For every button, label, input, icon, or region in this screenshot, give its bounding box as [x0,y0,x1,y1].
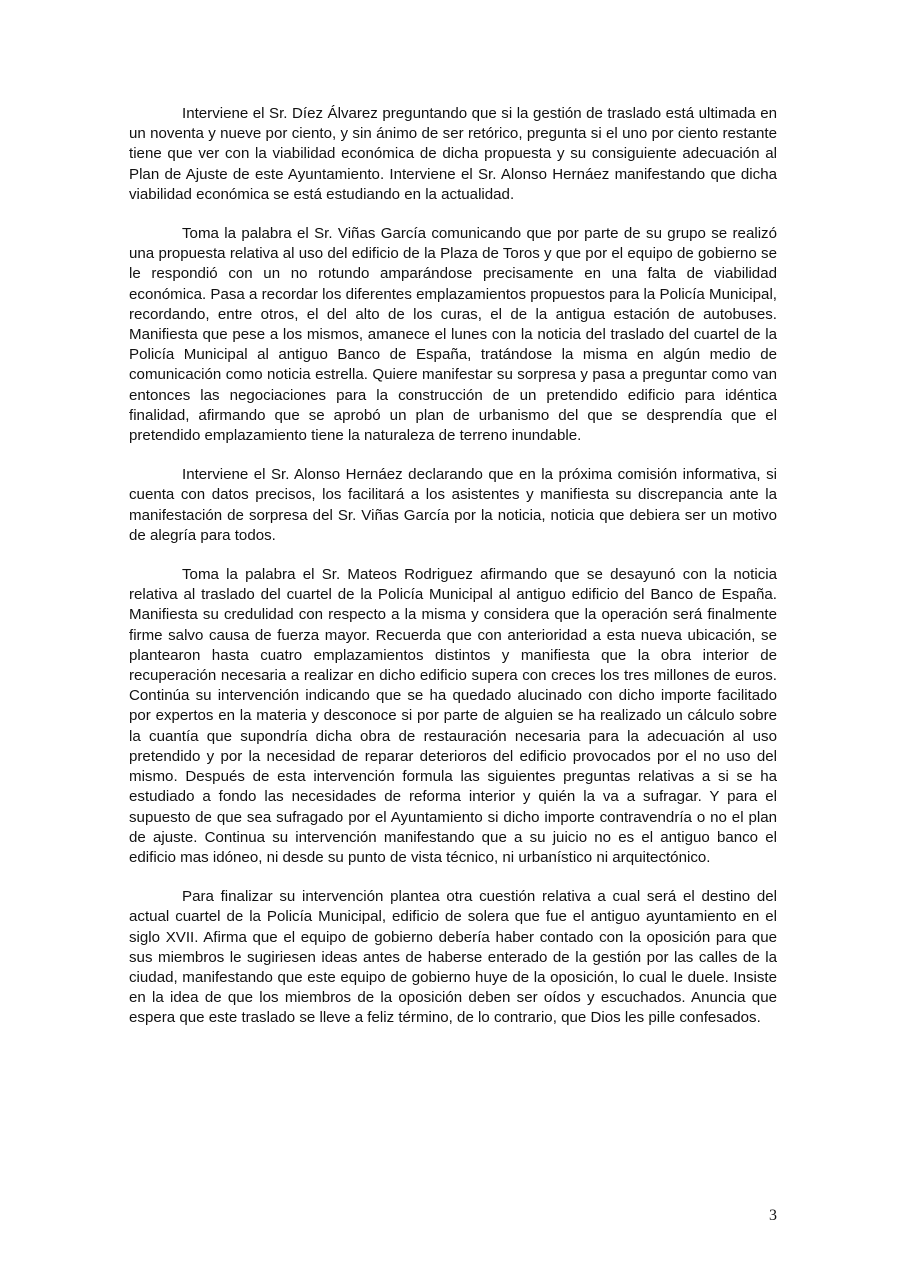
paragraph-vinas-garcia: Toma la palabra el Sr. Viñas García comunicando que por parte de su grupo se realizó una propuesta relativa al uso del edificio de la Plaza de Toros y que por el equipo de gobierno se le respondió con un no rotundo amparándose precisamente en una falta de viabilidad económica. Pasa a recordar los diferentes emplazamientos propuestos para la Policía Municipal, recordando, entre otros, el del alto de los curas, el de la antigua estación de autobuses. Manifiesta que pese a los mismos, amanece el lunes con la noticia del traslado del cuartel de la Policía Municipal al antiguo Banco de España, tratándose la misma en algún medio de comunicación como noticia estrella. Quiere manifestar su sorpresa y pasa a preguntar como van entonces las negociaciones para la construcción de un pretendido edificio para idéntica finalidad, afirmando que se aprobó un plan de urbanismo del que se desprendía que el pretendido emplazamiento tiene la naturaleza de terreno inundable. [129,225,777,445]
paragraph-diez-alvarez: Interviene el Sr. Díez Álvarez preguntando que si la gestión de traslado está ultimada en un noventa y nueve por ciento, y sin ánimo de ser retórico, pregunta si el uno por ciento restante tiene que ver con la viabilidad económica de dicha propuesta y su consiguiente adecuación al Plan de Ajuste de este Ayuntamiento. Interviene el Sr. Alonso Hernáez manifestando que dicha viabilidad económica se está estudiando en la actualidad. [129,105,777,203]
paragraph-conclusion: Para finalizar su intervención plantea otra cuestión relativa a cual será el destino del actual cuartel de la Policía Municipal, edificio de solera que fue el antiguo ayuntamiento en el siglo XVII. Afirma que el equipo de gobierno debería haber contado con la oposición para que sus miembros le sugiriesen ideas antes de haberse enterado de la gestión por las calles de la ciudad, manifestando que este equipo de gobierno huye de la oposición, lo cual le duele. Insiste en la idea de que los miembros de la oposición deben ser oídos y escuchados. Anuncia que espera que este traslado se lleve a feliz término, de lo contrario, que Dios les pille confesados. [129,888,777,1027]
document-body [129,104,777,1048]
paragraph-mateos-rodriguez: Toma la palabra el Sr. Mateos Rodriguez afirmando que se desayunó con la noticia relativa al traslado del cuartel de la Policía Municipal al antiguo edificio del Banco de España. Manifiesta su credulidad con respecto a la misma y considera que la operación será finalmente firme salvo causa de fuerza mayor. Recuerda que con anterioridad a esta nueva ubicación, se plantearon hasta cuatro emplazamientos distintos y manifiesta que la obra interior de recuperación necesaria a realizar en dicho edificio supera con creces los tres millones de euros. Continúa su intervención indicando que se ha quedado alucinado con dicho importe facilitado por expertos en la materia y desconoce si por parte de alguien se ha realizado un cálculo sobre la cuantía que supondría dicha obra de restauración necesaria para la adecuación al uso pretendido y por la necesidad de reparar deterioros del edificio provocados por el no uso del mismo. Después de esta intervención formula las siguientes preguntas relativas a si se ha estudiado a fondo las necesidades de reforma interior y quién la va a sufragar. Y para el supuesto de que sea sufragado por el Ayuntamiento si dicho importe contravendría o no el plan de ajuste. Continua su intervención manifestando que a su juicio no es el antiguo banco el edificio mas idóneo, ni desde su punto de vista técnico, ni urbanístico ni arquitectónico. [129,566,777,866]
paragraph-alonso-hernaez: Interviene el Sr. Alonso Hernáez declarando que en la próxima comisión informativa, si cuenta con datos precisos, los facilitará a los asistentes y manifiesta su discrepancia ante la manifestación de sorpresa del Sr. Viñas García por la noticia, noticia que debiera ser un motivo de alegría para todos. [129,466,777,544]
page-number: 3 [769,1207,777,1224]
